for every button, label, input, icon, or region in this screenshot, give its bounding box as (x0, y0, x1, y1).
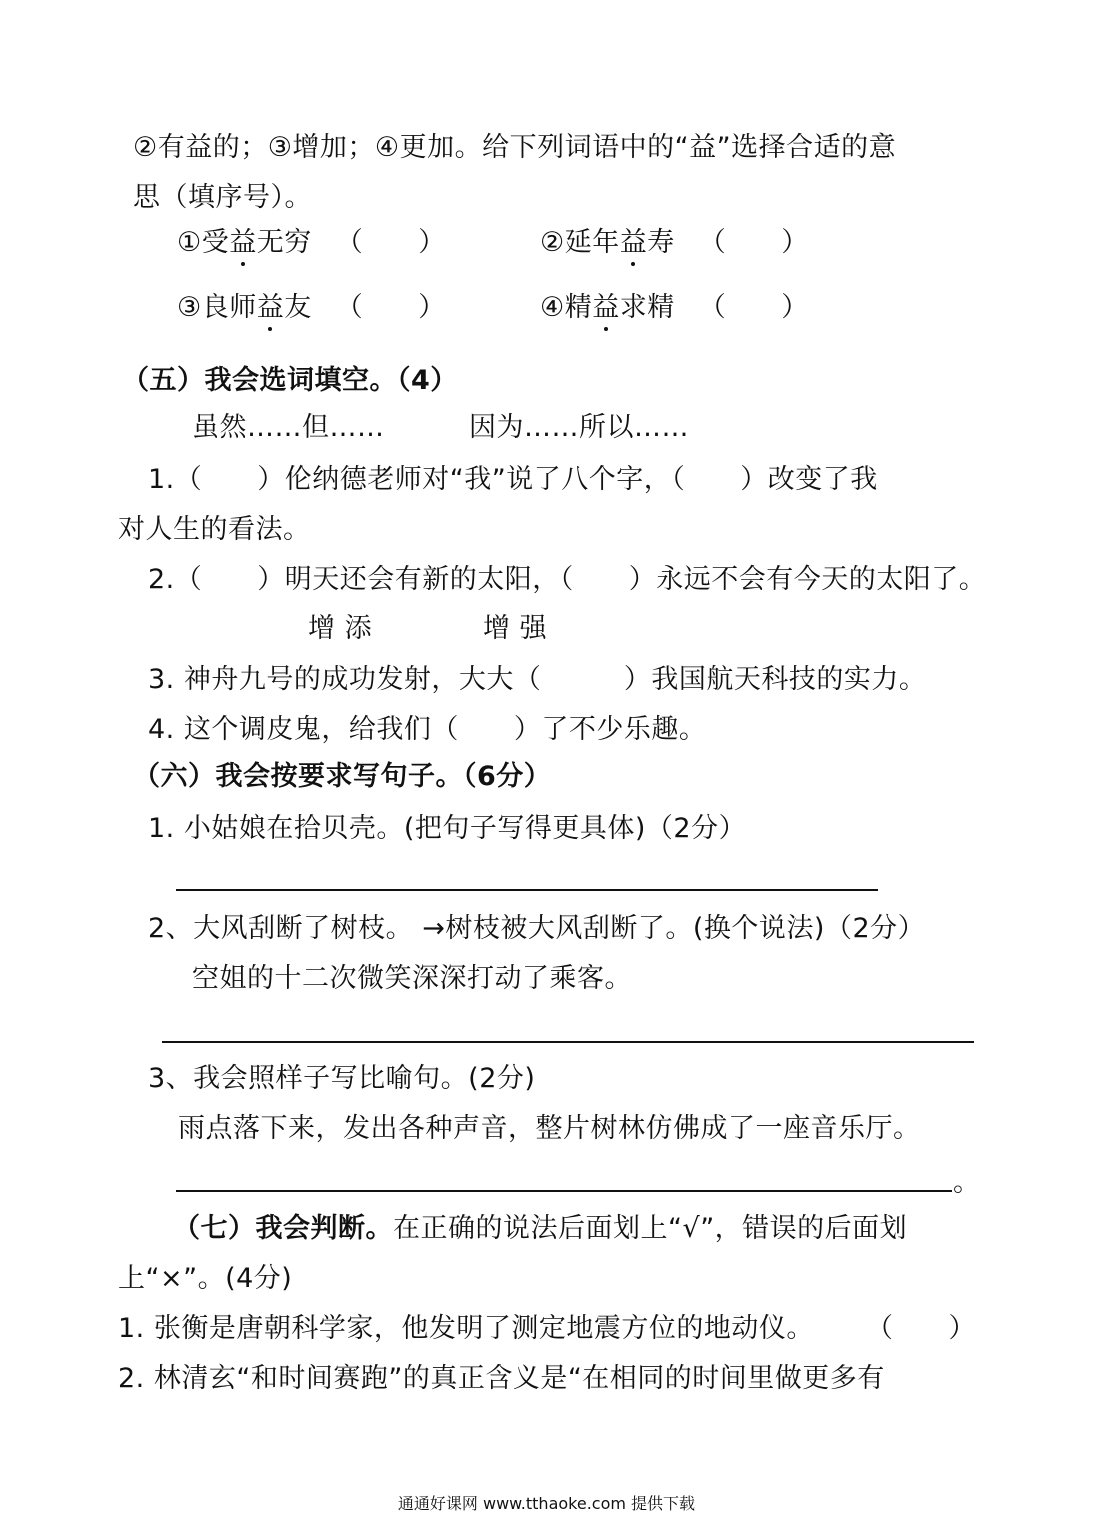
section7-heading (173, 1212, 907, 1246)
word-pair-2: 因为……所以…… (469, 412, 689, 443)
answer-blank[interactable]: （ ） (335, 292, 446, 323)
section7-instruction: 在正确的说法后面划上“√”，错误的后面划 (393, 1213, 908, 1244)
answer-blank[interactable]: （ ） (698, 227, 809, 258)
section6-q2: 2、大风刮断了树枝。 →树枝被大风刮断了。(换个说法)（2分） (148, 913, 926, 944)
section6-q2-sentence: 空姐的十二次微笑深深打动了乘客。 (192, 963, 632, 994)
section5-title: （五）我会选词填空。（4） (122, 365, 458, 396)
section5-q1-line1: 1.（ ）伦纳德老师对“我”说了八个字，（ ）改变了我 (148, 464, 878, 495)
section4-item-1: ①受益无穷 （ ） (177, 227, 446, 258)
section7-q1: 1. 张衡是唐朝科学家，他发明了测定地震方位的地动仪。 (118, 1313, 814, 1344)
dotted-character: 益 (592, 292, 620, 323)
section7-instruction-line2: 上“×”。(4分) (118, 1263, 293, 1294)
answer-line-2[interactable] (162, 1041, 974, 1043)
section7-q1-blank[interactable]: （ ） (866, 1313, 976, 1344)
section7-title: （七）我会判断。 (173, 1213, 393, 1244)
section4-item-2: ②延年益寿 （ ） (540, 227, 809, 258)
section6-q1: 1. 小姑娘在拾贝壳。(把句子写得更具体)（2分） (148, 813, 747, 844)
word-option-zengtian: 增 添 (308, 613, 373, 644)
section4-intro-line2: 思（填序号）。 (133, 182, 312, 213)
section6-q3-example: 雨点落下来，发出各种声音，整片树林仿佛成了一座音乐厅。 (178, 1113, 921, 1144)
answer-line-3[interactable] (176, 1190, 952, 1192)
sentence-end-mark: 。 (953, 1167, 981, 1198)
answer-blank[interactable]: （ ） (698, 292, 809, 323)
section5-q2: 2.（ ）明天还会有新的太阳，（ ）永远不会有今天的太阳了。 (148, 564, 987, 595)
section5-q3: 3. 神舟九号的成功发射，大大（ ）我国航天科技的实力。 (148, 664, 927, 695)
dotted-character: 益 (256, 292, 285, 323)
section4-item-3: ③良师益友 （ ） (177, 292, 446, 323)
section5-q1-line2: 对人生的看法。 (118, 514, 311, 545)
section5-q4: 4. 这个调皮鬼，给我们（ ）了不少乐趣。 (148, 714, 707, 745)
dotted-character: 益 (229, 227, 257, 258)
footer-source: 通通好课网 www.tthaoke.com 提供下载 (397, 1494, 696, 1513)
section4-item-4: ④精益求精 （ ） (540, 292, 809, 323)
section6-title: （六）我会按要求写句子。（6分） (133, 761, 552, 792)
section6-q3: 3、我会照样子写比喻句。(2分) (148, 1063, 536, 1094)
section4-intro-line1: ②有益的；③增加；④更加。给下列词语中的“益”选择合适的意 (133, 132, 897, 163)
dotted-character: 益 (619, 227, 648, 258)
answer-line-1[interactable] (176, 889, 878, 891)
word-option-zengqiang: 增 强 (483, 613, 548, 644)
section7-q2: 2. 林清玄“和时间赛跑”的真正含义是“在相同的时间里做更多有 (118, 1363, 885, 1394)
word-pair-1: 虽然……但…… (192, 412, 385, 443)
answer-blank[interactable]: （ ） (335, 227, 446, 258)
